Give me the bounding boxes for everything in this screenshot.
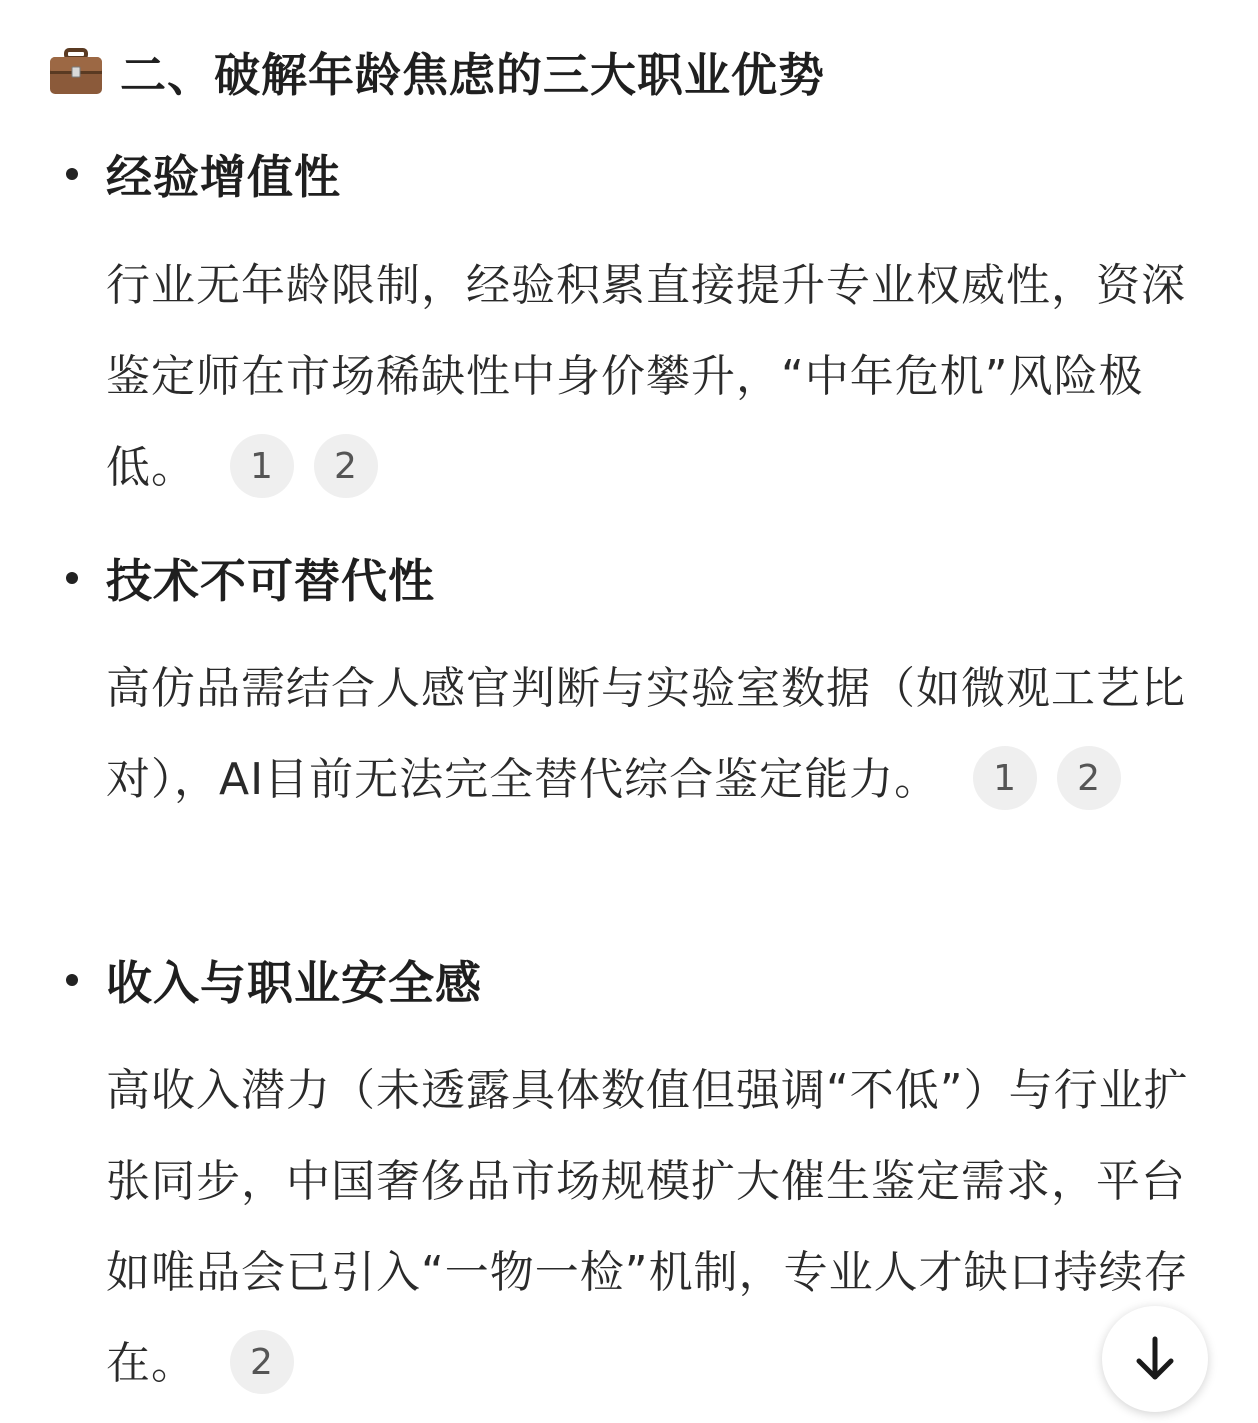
arrow-down-icon (1129, 1333, 1181, 1385)
paragraph-text: 行业无年龄限制，经验积累直接提升专业权威性，资深鉴定师在市场稀缺性中身价攀升，“中年危机”风险极低。 (106, 260, 1186, 493)
citation-badge[interactable]: 2 (1057, 746, 1121, 810)
bullet-dot (66, 168, 78, 180)
bullet-title: 技术不可替代性 (106, 554, 435, 608)
bullet-paragraph (106, 643, 1198, 825)
bullet-paragraph (106, 1045, 1198, 1409)
bullet-dot (66, 974, 78, 986)
bullet-title: 收入与职业安全感 (106, 956, 482, 1010)
briefcase-icon (48, 48, 104, 96)
bullet-item-experience (66, 144, 341, 204)
bullet-title: 经验增值性 (106, 150, 341, 204)
paragraph-text: 高收入潜力（未透露具体数值但强调“不低”）与行业扩张同步，中国奢侈品市场规模扩大催生鉴定需求，平台如唯品会已引入“一物一检”机制，专业人才缺口持续存在。 (106, 1065, 1189, 1389)
section-heading (48, 40, 825, 104)
scroll-down-button[interactable] (1102, 1306, 1208, 1412)
paragraph-text: 高仿品需结合人感官判断与实验室数据（如微观工艺比对），AI目前无法完全替代综合鉴定能力。 (106, 663, 1186, 805)
citation-badge[interactable]: 2 (230, 1330, 294, 1394)
bullet-paragraph (106, 240, 1198, 513)
bullet-item-technology (66, 548, 435, 608)
heading-text: 二、破解年龄焦虑的三大职业优势 (120, 48, 825, 102)
citation-badge[interactable]: 1 (230, 434, 294, 498)
bullet-item-income (66, 950, 482, 1010)
citation-badge[interactable]: 2 (314, 434, 378, 498)
bullet-dot (66, 572, 78, 584)
citation-badge[interactable]: 1 (973, 746, 1037, 810)
